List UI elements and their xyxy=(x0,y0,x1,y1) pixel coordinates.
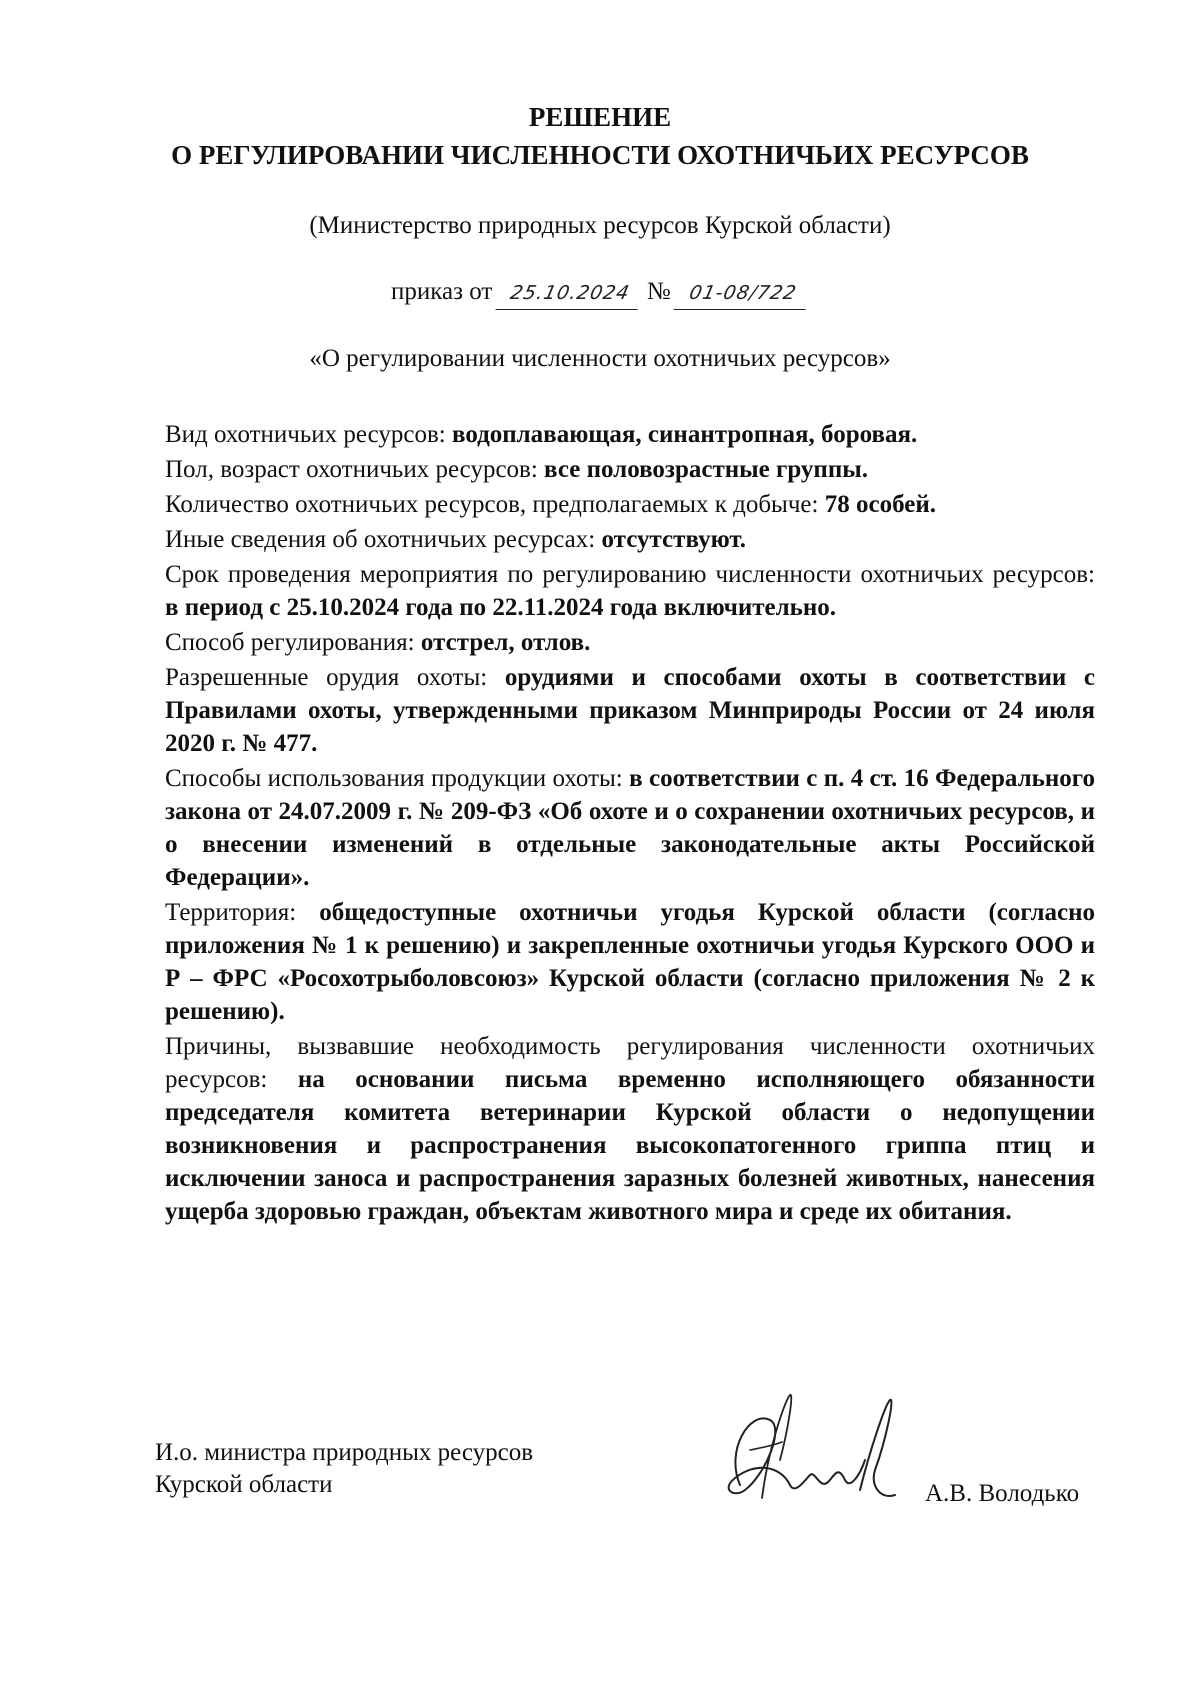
issuer-line: (Министерство природных ресурсов Курской области) xyxy=(309,212,891,239)
field-label: Разрешенные орудия охоты: xyxy=(165,664,488,691)
document-title xyxy=(0,98,1200,174)
field-label: Иные сведения об охотничьих ресурсах: xyxy=(165,526,596,553)
field-label: Срок проведения мероприятия по регулированию численности охотничьих ресурсов: xyxy=(165,561,1095,588)
field-label: Способы использования продукции охоты: xyxy=(165,765,623,792)
order-number-handwritten: 01-08/722 xyxy=(673,277,812,310)
field-value: 78 особей. xyxy=(824,491,936,518)
field-value: отсутствуют. xyxy=(601,526,747,553)
field-period xyxy=(165,558,1095,624)
field-value: орудиями и способами охоты в соответствии с Правилами охоты, утвержденными приказом Минприроды России от 24 июля 2020 г. № 477. xyxy=(165,664,1095,757)
field-label: Причины, вызвавшие необходимость регулирования численности охотничьих ресурсов: xyxy=(165,1033,1095,1093)
order-date-handwritten: 25.10.2024 xyxy=(495,277,644,310)
field-method xyxy=(165,626,1095,659)
field-territory xyxy=(165,896,1095,1028)
field-label: Пол, возраст охотничьих ресурсов: xyxy=(165,456,538,483)
field-value: отстрел, отлов. xyxy=(420,629,591,656)
order-reference xyxy=(0,276,1200,310)
order-prefix: приказ от xyxy=(391,278,493,305)
field-other-info xyxy=(165,523,1095,556)
field-product-use xyxy=(165,762,1095,894)
field-label: Способ регулирования: xyxy=(165,629,415,656)
field-value: в период с 25.10.2024 года по 22.11.2024 года включительно. xyxy=(165,594,837,621)
field-quantity xyxy=(165,488,1095,521)
signatory-name: А.В. Володько xyxy=(925,1480,1080,1507)
field-value: водоплавающая, синантропная, боровая. xyxy=(452,421,918,448)
field-label: Территория: xyxy=(165,899,297,926)
field-label: Вид охотничьих ресурсов: xyxy=(165,421,446,448)
title-line-1: РЕШЕНИЕ xyxy=(528,102,672,132)
field-value: в соответствии с п. 4 ст. 16 Федерального закона от 24.07.2009 г. № 209-ФЗ «Об охоте и о сохранении охотничьих ресурсов, и о внесении изменений в отдельные законодательные акты Российской Федерации». xyxy=(165,765,1096,891)
signatory-position xyxy=(155,1437,533,1501)
field-hunting-tools xyxy=(165,661,1095,760)
position-line-1: И.о. министра природных ресурсов xyxy=(155,1439,534,1466)
field-sex-age xyxy=(165,453,1095,486)
title-line-2: О РЕГУЛИРОВАНИИ ЧИСЛЕННОСТИ ОХОТНИЧЬИХ РЕСУРСОВ xyxy=(171,140,1029,170)
order-subject: «О регулировании численности охотничьих ресурсов» xyxy=(309,345,891,372)
field-value: на основании письма временно исполняющего обязанности председателя комитета ветеринарии Курской области о недопущении возникновения и распространения высокопатогенного гриппа птиц и исключении заноса и распространения заразных болезней животных, нанесения ущерба здоровью граждан, объектам животного мира и среде их обитания. xyxy=(165,1066,1095,1225)
field-reasons xyxy=(165,1030,1095,1228)
order-number-label: № xyxy=(646,278,671,305)
field-resource-type xyxy=(165,418,1095,451)
decision-fields xyxy=(165,418,1095,1230)
field-value: все половозрастные группы. xyxy=(544,456,869,483)
field-label: Количество охотничьих ресурсов, предполагаемых к добыче: xyxy=(165,491,819,518)
handwritten-signature xyxy=(710,1390,910,1520)
field-value: общедоступные охотничьи угодья Курской области (согласно приложения № 1 к решению) и закрепленные охотничьи угодья Курского ООО и Р – ФРС «Росохотрыболовсоюз» Курской области (согласно приложения № 2 к решению). xyxy=(165,899,1096,1025)
position-line-2: Курской области xyxy=(155,1471,333,1498)
